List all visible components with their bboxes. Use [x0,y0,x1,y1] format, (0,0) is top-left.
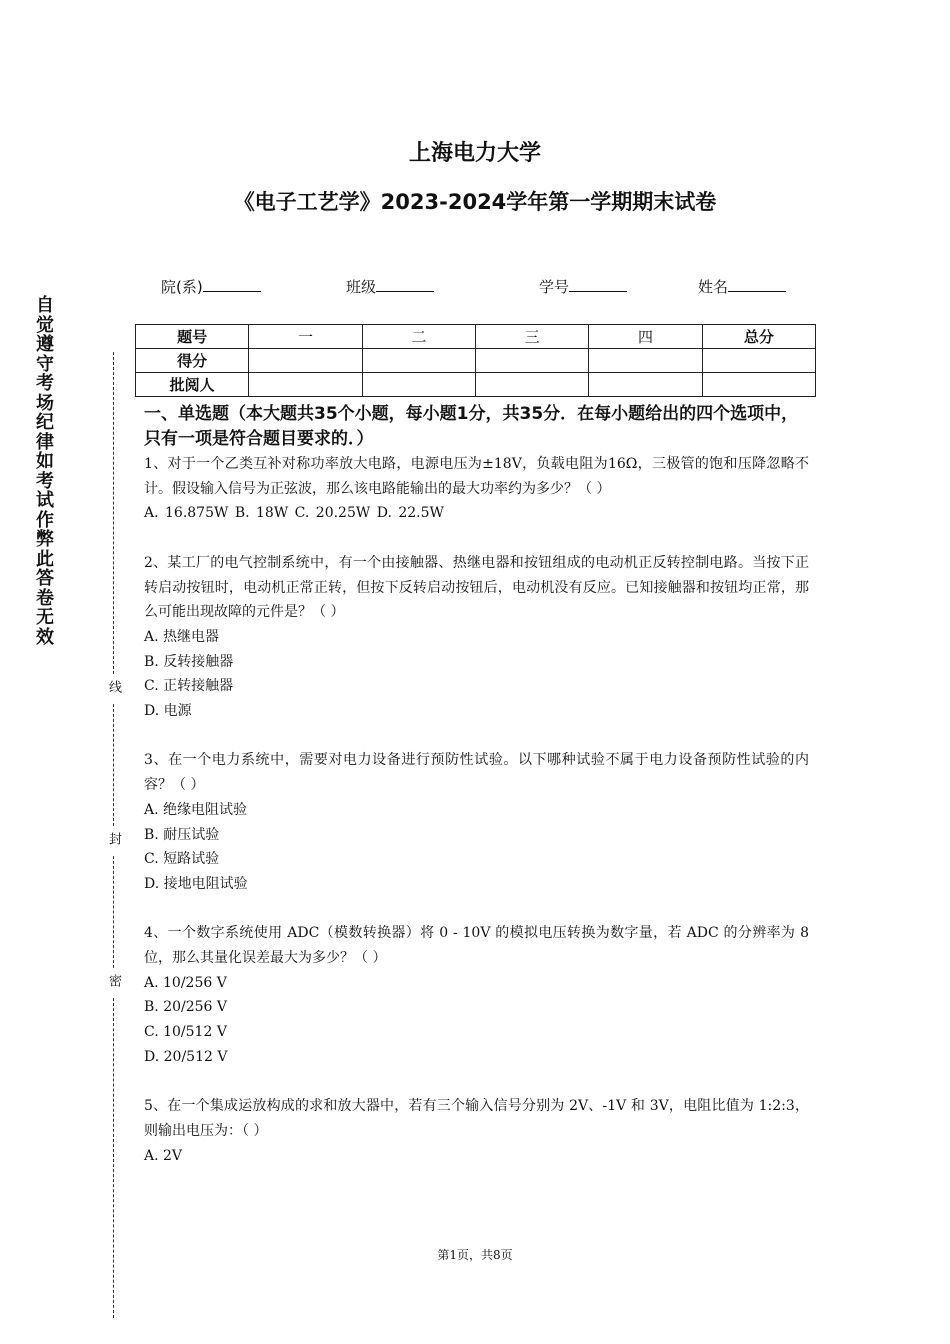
student-id-blank[interactable] [569,277,627,292]
department-blank[interactable] [203,277,261,292]
score-table [135,324,816,397]
binding-dashed-line [113,998,114,1318]
score-table-score-row [136,349,816,373]
score-header-cell: 总分 [702,325,815,349]
question-5 [144,1094,809,1168]
student-id-field[interactable] [539,276,627,297]
name-field[interactable] [698,276,786,297]
score-cell[interactable] [475,349,588,373]
department-label: 院(系) [161,278,203,296]
question-options[interactable]: A. 16.875W B. 18W C. 20.25W D. 22.5W [144,505,444,522]
score-header-cell: 三 [475,325,588,349]
score-cell[interactable] [589,349,702,373]
question-stem: 4、一个数字系统使用 ADC（模数转换器）将 0 - 10V 的模拟电压转换为数字量，若 ADC 的分辨率为 8 位，那么其量化误差最大为多少？（ ） [144,925,809,967]
option-b[interactable]: B. 反转接触器 [144,653,234,670]
score-table-grader-row [136,373,816,397]
score-table-header-row [136,325,816,349]
score-header-cell: 四 [589,325,702,349]
score-header-cell: 一 [249,325,362,349]
question-stem: 1、对于一个乙类互补对称功率放大电路，电源电压为±18V，负载电阻为16Ω，三极管的饱和压降忽略不计。假设输入信号为正弦波，那么该电路能输出的最大功率约为多少？（ ） [144,456,809,497]
option-b[interactable]: B. 耐压试验 [144,826,220,843]
department-field[interactable] [161,276,261,297]
option-b[interactable]: B. 20/256 V [144,999,228,1016]
score-cell[interactable] [249,349,362,373]
question-4 [144,921,809,1069]
class-label: 班级 [346,278,377,296]
binding-dashed-line [113,704,114,826]
student-info-row [0,276,950,298]
option-c[interactable]: C. 正转接触器 [144,678,234,695]
score-header-cell: 题号 [136,325,249,349]
class-field[interactable] [346,276,434,297]
option-c[interactable]: C. 短路试验 [144,851,220,868]
question-2 [144,551,809,724]
score-row-label: 得分 [136,349,249,373]
binding-label-line: 线 [106,680,121,693]
binding-label-secret: 密 [106,974,121,987]
option-d[interactable]: D. 电源 [144,703,192,720]
question-stem: 3、在一个电力系统中，需要对电力设备进行预防性试验。以下哪种试验不属于电力设备预防性试验的内容？（ ） [144,752,809,794]
option-a[interactable]: A. 2V [144,1147,183,1164]
score-cell[interactable] [362,349,475,373]
section-title: 一、单选题（本大题共35个小题，每小题1分，共35分．在每小题给出的四个选项中，只有一项是符合题目要求的．） [144,404,799,449]
question-3 [144,748,809,896]
option-a[interactable]: A. 10/256 V [144,974,227,991]
grader-cell[interactable] [249,373,362,397]
grader-cell[interactable] [589,373,702,397]
option-a[interactable]: A. 热继电器 [144,628,220,645]
school-name: 上海电力大学 [408,141,541,166]
grader-cell[interactable] [702,373,815,397]
question-stem: 2、某工厂的电气控制系统中，有一个由接触器、热继电器和按钮组成的电动机正反转控制电路。当按下正转启动按钮时，电动机正常正转，但按下反转启动按钮后，电动机没有反应。已知接触器和按钮均正常，那么可能出现故障的元件是？（ ） [144,554,809,621]
name-blank[interactable] [728,277,786,292]
option-d[interactable]: D. 20/512 V [144,1048,228,1065]
binding-margin-warning: 自觉遵守考场纪律如考试作弊此答卷无效 [36,295,54,648]
option-d[interactable]: D. 接地电阻试验 [144,875,248,892]
name-label: 姓名 [698,278,729,296]
question-stem: 5、在一个集成运放构成的求和放大器中，若有三个输入信号分别为 2V、-1V 和 3V，电阻比值为 1:2:3，则输出电压为：（ ） [144,1098,809,1139]
grader-row-label: 批阅人 [136,373,249,397]
exam-title: 《电子工艺学》2023-2024学年第一学期期末试卷 [233,190,717,214]
option-a[interactable]: A. 绝缘电阻试验 [144,801,248,818]
question-1 [144,452,809,526]
class-blank[interactable] [376,277,434,292]
binding-label-seal: 封 [106,832,121,845]
option-c[interactable]: C. 10/512 V [144,1024,227,1041]
question-list [144,452,809,1193]
score-cell[interactable] [702,349,815,373]
grader-cell[interactable] [362,373,475,397]
score-header-cell: 二 [362,325,475,349]
binding-dashed-line [113,352,114,674]
student-id-label: 学号 [539,278,570,296]
grader-cell[interactable] [475,373,588,397]
page-footer: 第1页，共8页 [437,1248,513,1262]
binding-dashed-line [113,856,114,968]
